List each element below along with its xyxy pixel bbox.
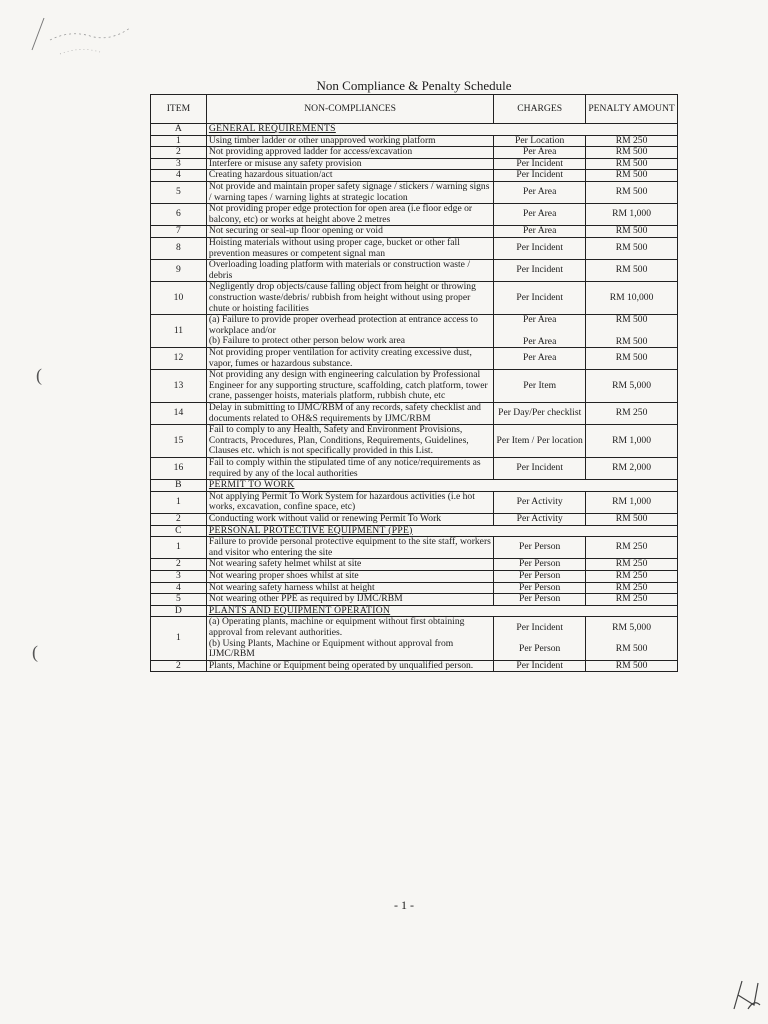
section-title: PERMIT TO WORK [206,480,677,492]
header-noncompliance: NON-COMPLIANCES [206,95,493,124]
noncompliance-cell: Conducting work without valid or renewing Permit To Work [206,514,493,526]
penalty-cell: RM 250 [586,582,678,594]
charges-text: Per Person [519,642,561,654]
charges-cell: Per Incident [494,158,586,170]
noncompliance-cell: Not providing proper edge protection for open area (i.e floor edge or balcony, etc) or works at height above 2 metres [206,204,493,226]
noncompliance-cell: Overloading loading platform with materials or construction waste / debris [206,260,493,282]
section-title: PERSONAL PROTECTIVE EQUIPMENT (PPE) [206,525,677,537]
margin-mark: ( [32,642,38,662]
penalty-cell: RM 250 [586,594,678,606]
noncompliance-cell: Hoisting materials without using proper cage, bucket or other fall prevention measures or competent signal man [206,237,493,259]
penalty-cell: RM 500 [586,147,678,159]
noncompliance-cell: Not providing proper ventilation for activity creating excessive dust, vapor, fumes or hazardous substance. [206,348,493,370]
item-cell: 14 [151,403,207,425]
penalty-text: RM 500 [615,335,648,347]
table-row [151,491,678,513]
charges-cell: Per Activity [494,514,586,526]
charges-cell: Per Area [494,348,586,370]
table-row [151,559,678,571]
penalty-cell: RM 500 [586,514,678,526]
charges-cell: Per Person [494,570,586,582]
noncompliance-cell: Negligently drop objects/cause falling object from height or throwing construction waste/debris/ rubbish from height without using proper chute or hoisting facilities [206,282,493,315]
item-cell: 1 [151,491,207,513]
item-cell: D [151,605,207,617]
page-title: Non Compliance & Penalty Schedule [316,78,512,93]
noncompliance-cell: Not applying Permit To Work System for hazardous activities (i.e hot works, excavation, confine space, etc) [206,491,493,513]
noncompliance-cell: Not wearing other PPE as required by IJMC/RBM [206,594,493,606]
item-cell: 5 [151,181,207,203]
noncompliance-cell: Not wearing safety harness whilst at height [206,582,493,594]
item-cell: 2 [151,147,207,159]
penalty-cell: RM 500 [586,660,678,672]
item-cell: 12 [151,348,207,370]
charges-cell: Per Incident [494,237,586,259]
charges-cell: Per Incident [494,282,586,315]
penalty-cell: RM 2,000 [586,458,678,480]
penalty-text: RM 5,000 [612,621,652,633]
table-row [151,181,678,203]
section-title: GENERAL REQUIREMENTS [206,124,677,136]
table-row [151,237,678,259]
noncompliance-cell: Not securing or seal-up floor opening or void [206,226,493,238]
charges-cell: Per Person [494,537,586,559]
table-row [151,570,678,582]
charges-cell: Per Incident [494,260,586,282]
charges-cell: Per Person [494,594,586,606]
scribble-mark [30,10,150,70]
charges-cell: Per Area [494,226,586,238]
charges-cell: Per Area [494,147,586,159]
penalty-text: RM 500 [615,314,648,326]
item-cell: 2 [151,559,207,571]
charges-cell: Per Person [494,582,586,594]
header-charges: CHARGES [494,95,586,124]
penalty-cell: RM 250 [586,403,678,425]
charges-cell: Per Incident [494,660,586,672]
page-number: - 1 - [394,898,414,912]
charges-cell: Per Item / Per location [494,425,586,458]
table-row [151,403,678,425]
item-cell: 7 [151,226,207,238]
table-row [151,260,678,282]
section-row [151,605,678,617]
margin-mark: ( [36,365,42,385]
penalty-cell: RM 250 [586,537,678,559]
noncompliance-cell: Not providing any design with engineering calculation by Professional Engineer for any supporting structure, scaffolding, catch platform, tower crane, passenger hoists, materials platform, rubbish chute, etc [206,370,493,403]
table-row [151,370,678,403]
penalty-cell: RM 500 [586,226,678,238]
charges-cell: Per Activity [494,491,586,513]
penalty-cell: RM 500 [586,260,678,282]
penalty-cell: RM 250 [586,135,678,147]
charges-cell: Per Person [494,559,586,571]
item-cell: 16 [151,458,207,480]
table-row [151,282,678,315]
penalty-cell [586,315,678,348]
noncompliance-cell: Not provide and maintain proper safety signage / stickers / warning signs / warning tapes / warning lights at strategic location [206,181,493,203]
item-cell: 2 [151,514,207,526]
noncompliance-text: (a) Operating plants, machine or equipment without first obtaining approval from relevant authorities. [208,616,465,638]
charges-text: Per Incident [516,621,563,633]
item-cell: 6 [151,204,207,226]
noncompliance-cell: Delay in submitting to IJMC/RBM of any records, safety checklist and documents related to OH&S requirements by IJMC/RBM [206,403,493,425]
table-body [151,124,678,672]
noncompliance-cell: Interfere or misuse any safety provision [206,158,493,170]
penalty-schedule-table [150,94,678,672]
table-row [151,617,678,660]
noncompliance-cell: Fail to comply within the stipulated time of any notice/requirements as required by any of the local authorities [206,458,493,480]
penalty-cell: RM 250 [586,559,678,571]
item-cell: 9 [151,260,207,282]
penalty-cell: RM 1,000 [586,425,678,458]
item-cell: 4 [151,582,207,594]
table-row [151,582,678,594]
item-cell: 4 [151,170,207,182]
penalty-cell: RM 500 [586,237,678,259]
penalty-cell: RM 500 [586,181,678,203]
item-cell: 3 [151,158,207,170]
signature-initials [728,975,764,1015]
penalty-cell: RM 5,000 [586,370,678,403]
item-cell: B [151,480,207,492]
table-row [151,135,678,147]
charges-cell: Per Day/Per checklist [494,403,586,425]
item-cell: A [151,124,207,136]
table-row [151,537,678,559]
penalty-cell: RM 500 [586,158,678,170]
penalty-cell: RM 500 [586,348,678,370]
table-row [151,158,678,170]
item-cell: 2 [151,660,207,672]
charges-cell [494,315,586,348]
table-row [151,315,678,348]
header-item: ITEM [151,95,207,124]
item-cell: 1 [151,537,207,559]
charges-cell: Per Incident [494,170,586,182]
noncompliance-cell [206,315,493,348]
section-row [151,525,678,537]
item-cell: 15 [151,425,207,458]
noncompliance-cell: Failure to provide personal protective equipment to the site staff, workers and visitor who entering the site [206,537,493,559]
header-penalty: PENALTY AMOUNT [586,95,678,124]
section-row [151,124,678,136]
charges-text: Per Area [523,335,557,347]
charges-cell: Per Location [494,135,586,147]
charges-cell: Per Area [494,181,586,203]
table-row [151,514,678,526]
penalty-cell: RM 10,000 [586,282,678,315]
table-row [151,348,678,370]
table-row [151,458,678,480]
noncompliance-text: (b) Using Plants, Machine or Equipment without approval from IJMC/RBM [208,637,454,660]
section-title: PLANTS AND EQUIPMENT OPERATION [206,605,677,617]
noncompliance-cell: Not providing approved ladder for access/excavation [206,147,493,159]
item-cell: 10 [151,282,207,315]
section-row [151,480,678,492]
charges-cell: Per Area [494,204,586,226]
table-row [151,204,678,226]
charges-cell: Per Item [494,370,586,403]
noncompliance-cell: Not wearing safety helmet whilst at site [206,559,493,571]
table-header-row [151,95,678,124]
penalty-cell: RM 500 [586,170,678,182]
penalty-cell: RM 250 [586,570,678,582]
noncompliance-text: (a) Failure to provide proper overhead protection at entrance access to workplace and/or [208,314,478,336]
noncompliance-text: (b) Failure to protect other person below work area [208,335,405,347]
table-row [151,147,678,159]
penalty-cell [586,617,678,660]
item-cell: 8 [151,237,207,259]
table-row [151,660,678,672]
noncompliance-cell: Creating hazardous situation/act [206,170,493,182]
noncompliance-cell: Using timber ladder or other unapproved working platform [206,135,493,147]
charges-text: Per Area [523,314,557,326]
penalty-text: RM 500 [615,642,648,654]
item-cell: 5 [151,594,207,606]
penalty-cell: RM 1,000 [586,204,678,226]
table-row [151,594,678,606]
noncompliance-cell: Fail to comply to any Health, Safety and Environment Provisions, Contracts, Procedures, Plan, Conditions, Requirements, Guidelines, Clauses etc. which is not specifically provided in this List. [206,425,493,458]
table-row [151,170,678,182]
item-cell: 1 [151,617,207,660]
item-cell: 13 [151,370,207,403]
noncompliance-cell [206,617,493,660]
charges-cell: Per Incident [494,458,586,480]
noncompliance-cell: Plants, Machine or Equipment being operated by unqualified person. [206,660,493,672]
table-row [151,226,678,238]
item-cell: 1 [151,135,207,147]
item-cell: C [151,525,207,537]
penalty-cell: RM 1,000 [586,491,678,513]
table-row [151,425,678,458]
charges-cell [494,617,586,660]
noncompliance-cell: Not wearing proper shoes whilst at site [206,570,493,582]
item-cell: 3 [151,570,207,582]
item-cell: 11 [151,315,207,348]
